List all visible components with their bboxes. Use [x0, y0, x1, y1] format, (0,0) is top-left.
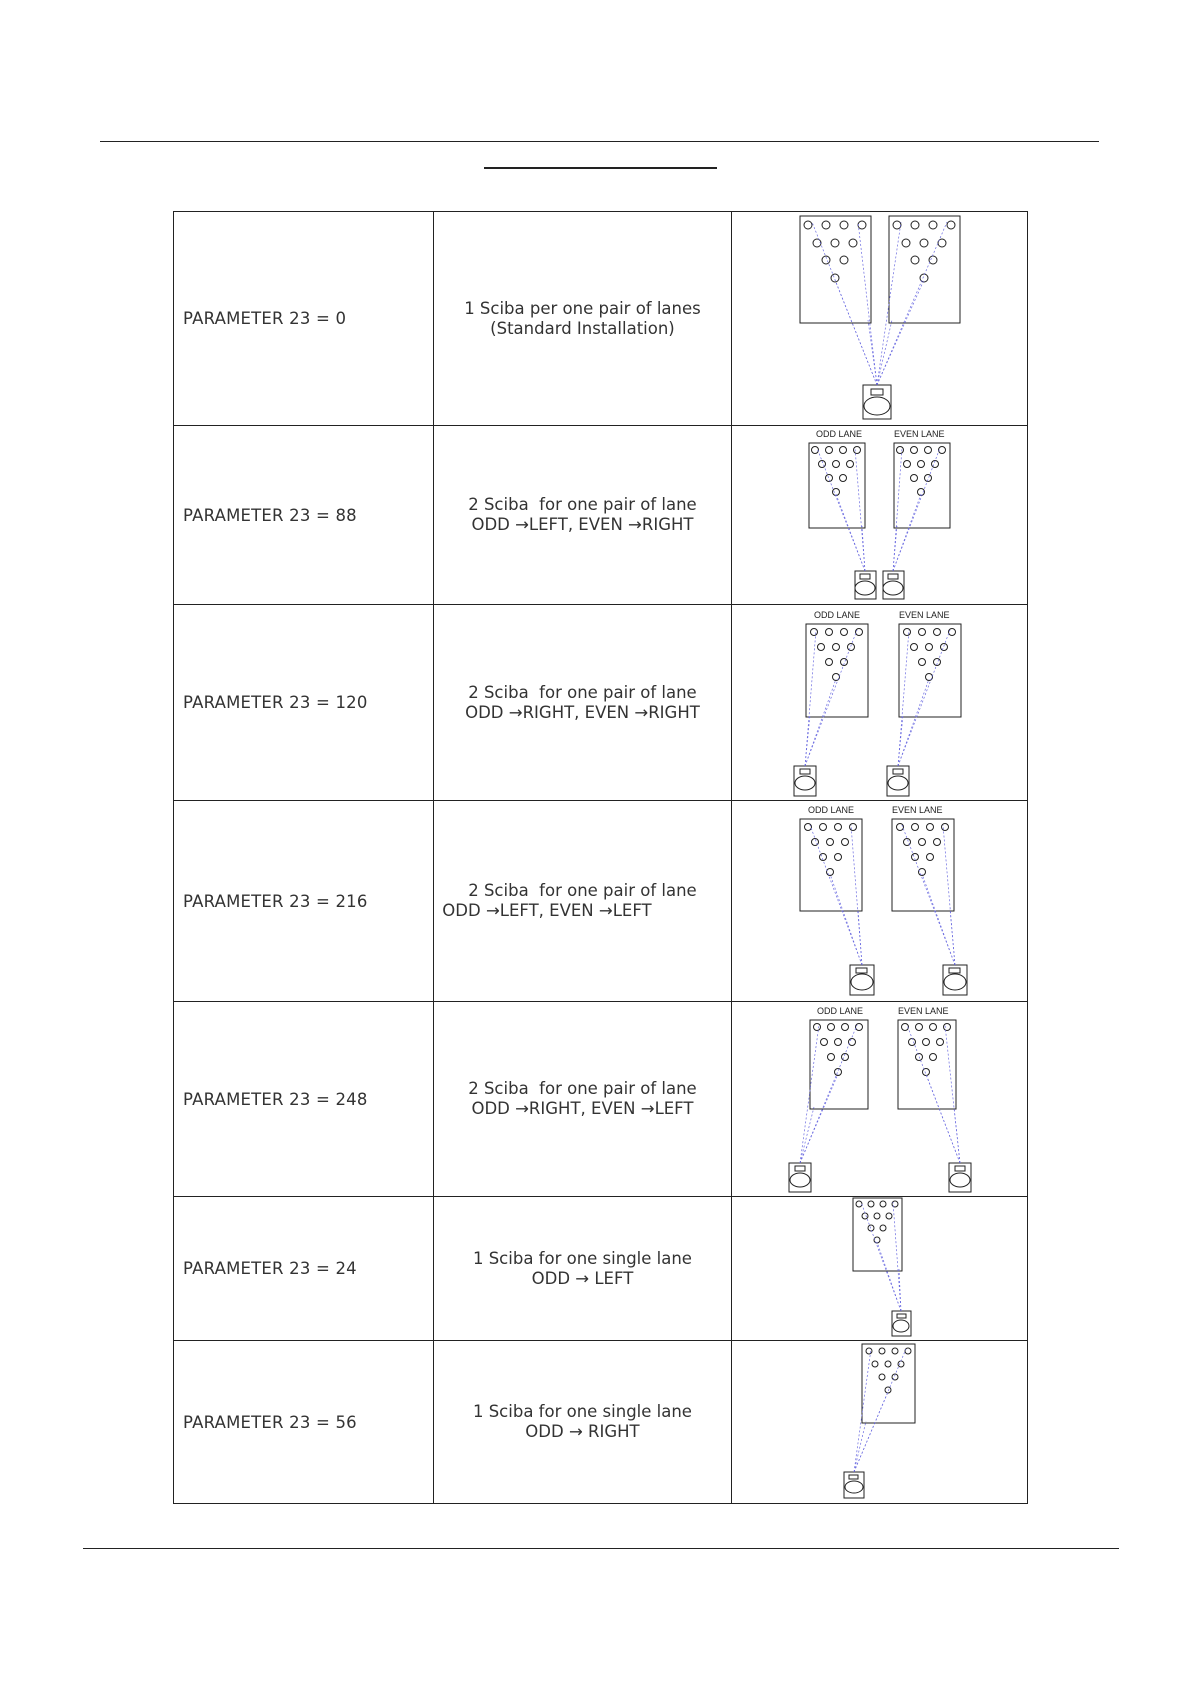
lane-diagram-cell	[731, 1002, 1027, 1197]
parameter-value: PARAMETER 23 = 0	[174, 212, 434, 426]
lane-label: ODD LANE	[816, 1006, 863, 1016]
parameter-value: PARAMETER 23 = 120	[174, 605, 434, 801]
table-row	[174, 801, 1028, 1002]
camera-box	[863, 385, 891, 419]
parameter-value: PARAMETER 23 = 24	[174, 1197, 434, 1341]
lane-box	[898, 1020, 956, 1109]
lane-label: EVEN LANE	[891, 805, 943, 815]
lane-diagram-cell	[731, 212, 1027, 426]
parameter-value: PARAMETER 23 = 216	[174, 801, 434, 1002]
lane-label: EVEN LANE	[897, 1006, 949, 1016]
parameter-value: PARAMETER 23 = 248	[174, 1002, 434, 1197]
description-line: 2 Sciba for one pair of lane	[468, 881, 697, 900]
lane-diagram	[732, 426, 1028, 604]
lane-diagram-cell	[731, 1197, 1027, 1341]
lane-diagram	[732, 1002, 1028, 1196]
lane-label: ODD LANE	[807, 805, 854, 815]
lane-box	[800, 819, 862, 911]
lane-box	[853, 1198, 902, 1271]
lane-label: ODD LANE	[813, 610, 860, 620]
installation-description	[434, 801, 731, 1002]
table-row	[174, 1002, 1028, 1197]
lane-diagram	[732, 1197, 1028, 1340]
description-line: ODD →RIGHT, EVEN →LEFT	[471, 1099, 694, 1118]
parameter-value: PARAMETER 23 = 88	[174, 426, 434, 605]
description-line: 2 Sciba for one pair of lane	[468, 1079, 697, 1098]
lane-diagram	[732, 212, 1028, 425]
lane-box	[894, 443, 950, 528]
description-line: ODD →LEFT, EVEN →LEFT	[442, 901, 652, 920]
lane-box	[892, 819, 954, 911]
camera-box	[887, 766, 909, 796]
installation-description	[434, 605, 731, 801]
lane-diagram-cell	[731, 605, 1027, 801]
parameter-value: PARAMETER 23 = 56	[174, 1341, 434, 1504]
table-row	[174, 212, 1028, 426]
lane-diagram	[732, 1341, 1028, 1503]
table-row	[174, 426, 1028, 605]
installation-description	[434, 212, 731, 426]
parameter-table	[173, 211, 1028, 1504]
table-row	[174, 1197, 1028, 1341]
description-line: ODD →RIGHT, EVEN →RIGHT	[465, 702, 700, 722]
lane-diagram-cell	[731, 801, 1027, 1002]
description-line: 1 Sciba for one single lane	[472, 1402, 692, 1421]
lane-box	[800, 216, 871, 323]
lane-diagram	[732, 801, 1028, 1001]
camera-box	[794, 766, 816, 796]
description-line: ODD → RIGHT	[525, 1422, 640, 1441]
description-line: (Standard Installation)	[490, 318, 675, 338]
header-rule	[100, 141, 1099, 142]
lane-diagram-cell	[731, 426, 1027, 605]
description-line: ODD → LEFT	[531, 1268, 634, 1288]
table-row	[174, 605, 1028, 801]
description-line: 1 Sciba for one single lane	[472, 1248, 692, 1268]
installation-description	[434, 1341, 731, 1504]
footer-rule	[83, 1548, 1119, 1549]
installation-description	[434, 1197, 731, 1341]
camera-box	[789, 1163, 811, 1192]
table-row	[174, 1341, 1028, 1504]
description-line: 2 Sciba for one pair of lane	[468, 495, 697, 514]
lane-box	[810, 1020, 868, 1109]
lane-diagram-cell	[731, 1341, 1027, 1504]
installation-description	[434, 426, 731, 605]
heading-underline	[484, 167, 717, 169]
camera-box	[949, 1163, 971, 1192]
lane-box	[889, 216, 960, 323]
description-line: ODD →LEFT, EVEN →RIGHT	[471, 515, 694, 534]
lane-diagram	[732, 605, 1028, 800]
description-line: 2 Sciba for one pair of lane	[468, 682, 697, 702]
lane-box	[809, 443, 865, 528]
lane-label: ODD LANE	[815, 429, 862, 439]
description-line: 1 Sciba per one pair of lanes	[464, 298, 701, 318]
lane-label: EVEN LANE	[893, 429, 945, 439]
camera-box	[844, 1472, 864, 1498]
lane-label: EVEN LANE	[898, 610, 950, 620]
installation-description	[434, 1002, 731, 1197]
